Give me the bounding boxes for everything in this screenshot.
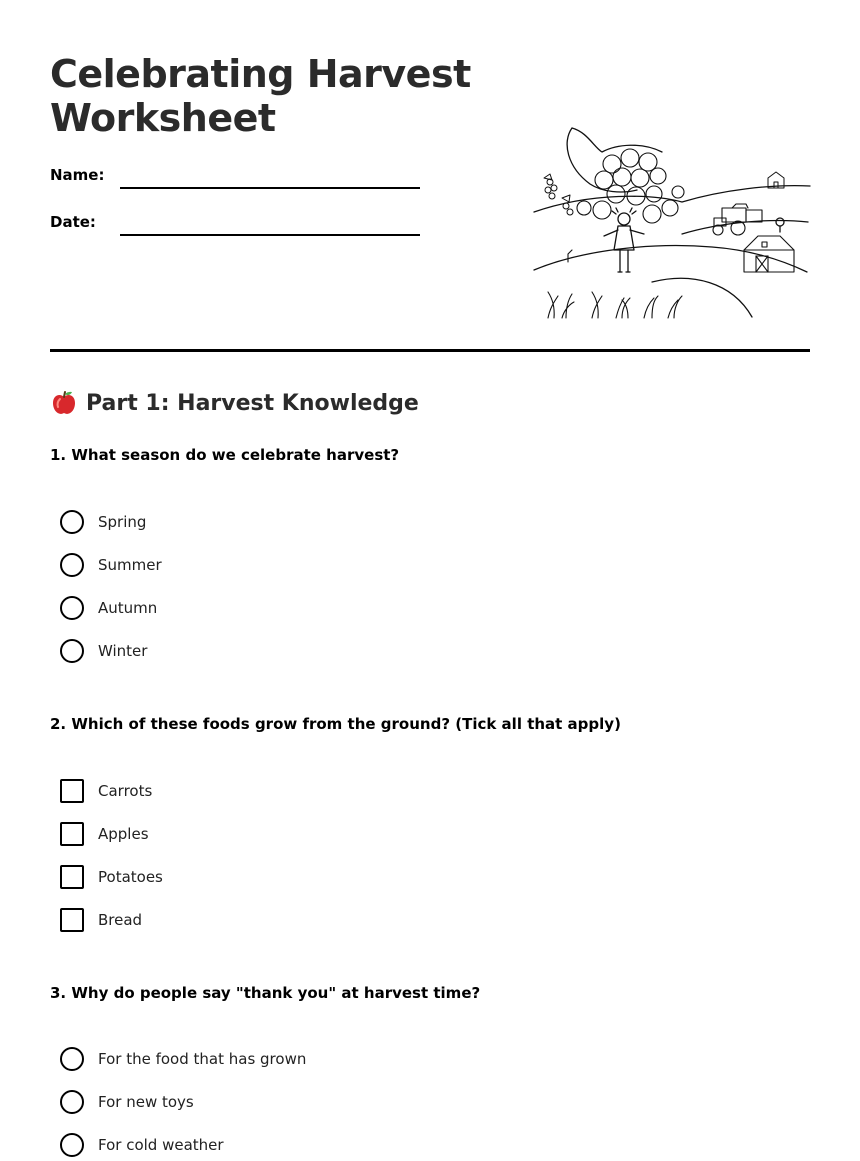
checkbox[interactable] — [60, 779, 84, 803]
radio-button[interactable] — [60, 1090, 84, 1114]
q2-option-potatoes[interactable] — [60, 865, 163, 889]
radio-button[interactable] — [60, 1047, 84, 1071]
option-label: Apples — [98, 825, 149, 843]
checkbox[interactable] — [60, 822, 84, 846]
option-label: Winter — [98, 642, 148, 660]
radio-button[interactable] — [60, 639, 84, 663]
radio-button[interactable] — [60, 596, 84, 620]
option-label: Summer — [98, 556, 162, 574]
q1-option-summer[interactable] — [60, 553, 162, 577]
option-label: Potatoes — [98, 868, 163, 886]
option-label: For new toys — [98, 1093, 194, 1111]
name-field[interactable] — [120, 187, 420, 189]
option-label: Bread — [98, 911, 143, 929]
apple-icon — [50, 389, 78, 417]
header-divider — [50, 349, 810, 352]
date-field[interactable] — [120, 234, 420, 236]
q3-option-toys[interactable] — [60, 1090, 194, 1114]
q1-option-winter[interactable] — [60, 639, 147, 663]
name-label: Name: — [50, 166, 105, 184]
part1-heading — [50, 389, 419, 417]
q2-option-bread[interactable] — [60, 908, 142, 932]
part1-heading-text: Part 1: Harvest Knowledge — [86, 390, 419, 416]
question-1: 1. What season do we celebrate harvest? — [50, 446, 400, 464]
question-2: 2. Which of these foods grow from the ground? (Tick all that apply) — [50, 715, 621, 733]
option-label: For cold weather — [98, 1136, 224, 1154]
date-label: Date: — [50, 213, 96, 231]
q1-option-autumn[interactable] — [60, 596, 157, 620]
option-label: For the food that has grown — [98, 1050, 307, 1068]
radio-button[interactable] — [60, 553, 84, 577]
question-3: 3. Why do people say "thank you" at harvest time? — [50, 984, 481, 1002]
q1-option-spring[interactable] — [60, 510, 146, 534]
harvest-scene-icon — [532, 122, 812, 322]
option-label: Spring — [98, 513, 147, 531]
option-label: Carrots — [98, 782, 153, 800]
radio-button[interactable] — [60, 1133, 84, 1157]
q3-option-food[interactable] — [60, 1047, 306, 1071]
q3-option-cold-weather[interactable] — [60, 1133, 224, 1157]
checkbox[interactable] — [60, 908, 84, 932]
q2-option-apples[interactable] — [60, 822, 149, 846]
radio-button[interactable] — [60, 510, 84, 534]
checkbox[interactable] — [60, 865, 84, 889]
option-label: Autumn — [98, 599, 158, 617]
q2-option-carrots[interactable] — [60, 779, 152, 803]
worksheet-title: Celebrating Harvest Worksheet — [50, 52, 471, 140]
